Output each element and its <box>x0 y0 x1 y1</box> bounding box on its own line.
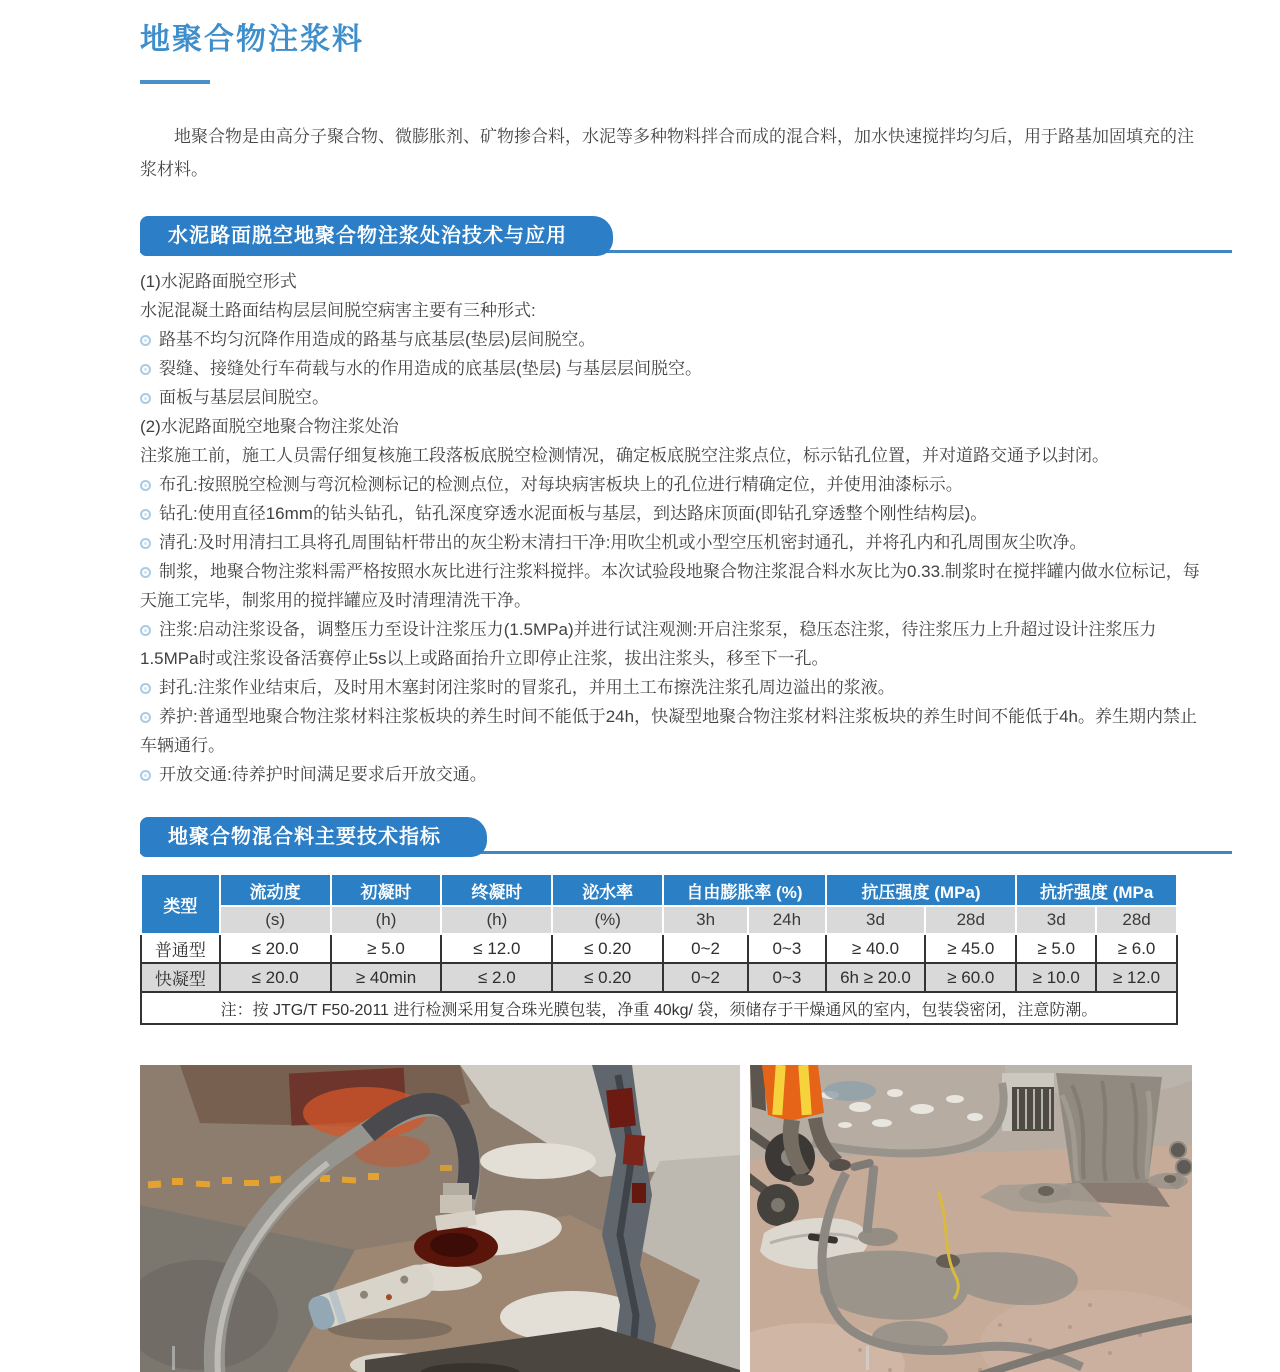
scan-artifact <box>866 1346 869 1370</box>
photo-row <box>140 1065 1232 1372</box>
cell: ≥ 40.0 <box>826 934 925 963</box>
cell: ≤ 20.0 <box>220 934 331 963</box>
cell: ≤ 0.20 <box>552 963 663 992</box>
ring-bullet-icon <box>140 538 151 549</box>
sub-header: 3d <box>1016 906 1096 934</box>
cell: ≤ 12.0 <box>441 934 552 963</box>
sub-header: (s) <box>220 906 331 934</box>
ring-bullet-icon <box>140 480 151 491</box>
cell: 0~3 <box>748 963 826 992</box>
ring-bullet-icon <box>140 683 151 694</box>
paragraph: 钻孔:使用直径16mm的钻头钻孔，钻孔深度穿透水泥面板与基层，到达路床顶面(即钻孔穿透整个刚性结构层)。 <box>140 499 1212 528</box>
col-header-bleeding: 泌水率 <box>552 874 663 906</box>
sub-header: 24h <box>748 906 826 934</box>
col-header-initial-set: 初凝时 <box>331 874 442 906</box>
sub-header: (h) <box>331 906 442 934</box>
col-header-free-expansion: 自由膨胀率 (%) <box>663 874 826 906</box>
table-row-ordinary <box>141 934 1177 963</box>
paragraph: 布孔:按照脱空检测与弯沉检测标记的检测点位，对每块病害板块上的孔位进行精确定位，并使用油漆标示。 <box>140 470 1212 499</box>
section1-heading: 水泥路面脱空地聚合物注浆处治技术与应用 <box>140 216 613 256</box>
col-header-fluidity: 流动度 <box>220 874 331 906</box>
section2-heading: 地聚合物混合料主要技术指标 <box>140 817 487 857</box>
paragraph: 制浆，地聚合物注浆料需严格按照水灰比进行注浆料搅拌。本次试验段地聚合物注浆混合料水灰比为0.33.制浆时在搅拌罐内做水位标记，每天施工完毕，制浆用的搅拌罐应及时清理清洗干净。 <box>140 562 1200 610</box>
cell: ≥ 45.0 <box>925 934 1016 963</box>
table-note: 注：按 JTG/T F50-2011 进行检测采用复合珠光膜包装，净重 40kg/ 袋，须储存于干燥通风的室内，包装袋密闭，注意防潮。 <box>141 992 1177 1024</box>
ring-bullet-icon <box>140 509 151 520</box>
technical-spec-table <box>140 873 1178 1025</box>
ring-bullet-icon <box>140 393 151 404</box>
paragraph: 路基不均匀沉降作用造成的路基与底基层(垫层)层间脱空。 <box>140 325 1212 354</box>
cell: 普通型 <box>141 934 220 963</box>
paragraph: 封孔:注浆作业结束后，及时用木塞封闭注浆时的冒浆孔，并用土工布擦洗注浆孔周边溢出的浆液。 <box>140 673 1212 702</box>
intro-paragraph: 地聚合物是由高分子聚合物、微膨胀剂、矿物掺合料，水泥等多种物料拌合而成的混合料，加水快速搅拌均匀后，用于路基加固填充的注浆材料。 <box>140 127 1194 179</box>
cell: ≤ 20.0 <box>220 963 331 992</box>
sub-header: (h) <box>441 906 552 934</box>
paragraph: (2)水泥路面脱空地聚合物注浆处治 <box>140 417 399 436</box>
col-header-compressive: 抗压强度 (MPa) <box>826 874 1017 906</box>
paragraph: (1)水泥路面脱空形式 <box>140 272 297 291</box>
cell: 快凝型 <box>141 963 220 992</box>
section2-heading-row <box>140 817 1232 857</box>
paragraph: 注浆施工前，施工人员需仔细复核施工段落板底脱空检测情况，确定板底脱空注浆点位，标示钻孔位置，并对道路交通予以封闭。 <box>140 446 1109 465</box>
ring-bullet-icon <box>140 567 151 578</box>
col-header-flexural: 抗折强度 (MPa <box>1016 874 1177 906</box>
cell: ≥ 10.0 <box>1016 963 1096 992</box>
section1-body <box>140 267 1212 789</box>
section1-heading-row <box>140 216 1232 256</box>
cell: ≥ 40min <box>331 963 442 992</box>
paragraph: 清孔:及时用清扫工具将孔周围钻杆带出的灰尘粉末清扫干净:用吹尘机或小型空压机密封通孔，并将孔内和孔周围灰尘吹净。 <box>140 528 1212 557</box>
paragraph: 养护:普通型地聚合物注浆材料注浆板块的养生时间不能低于24h，快凝型地聚合物注浆材料注浆板块的养生时间不能低于4h。养生期内禁止车辆通行。 <box>140 707 1197 755</box>
paragraph: 裂缝、接缝处行车荷载与水的作用造成的底基层(垫层) 与基层层间脱空。 <box>140 354 1212 383</box>
cell: 6h ≥ 20.0 <box>826 963 925 992</box>
table-note-row <box>141 992 1177 1024</box>
cell: ≥ 5.0 <box>331 934 442 963</box>
ring-bullet-icon <box>140 625 151 636</box>
paragraph: 开放交通:待养护时间满足要求后开放交通。 <box>140 760 1212 789</box>
cell: 0~2 <box>663 934 748 963</box>
photo-grout-hose-injection-port <box>140 1065 740 1372</box>
sub-header: 28d <box>925 906 1016 934</box>
cell: ≥ 6.0 <box>1096 934 1177 963</box>
photo-grouting-worksite <box>750 1065 1192 1372</box>
paragraph: 注浆:启动注浆设备，调整压力至设计注浆压力(1.5MPa)并进行试注观测:开启注浆泵，稳压态注浆，待注浆压力上升超过设计注浆压力1.5MPa时或注浆设备活赛停止5s以上或路面抬升立即停止注浆，拔出注浆头，移至下一孔。 <box>140 620 1157 668</box>
col-header-type: 类型 <box>141 874 220 934</box>
page-title: 地聚合物注浆料 <box>140 23 364 56</box>
sub-header: 3d <box>826 906 925 934</box>
sub-header: 28d <box>1096 906 1177 934</box>
paragraph: 水泥混凝土路面结构层层间脱空病害主要有三种形式: <box>140 301 536 320</box>
sub-header: (%) <box>552 906 663 934</box>
sub-header: 3h <box>663 906 748 934</box>
cell: 0~2 <box>663 963 748 992</box>
ring-bullet-icon <box>140 364 151 375</box>
col-header-final-set: 终凝时 <box>441 874 552 906</box>
cell: 0~3 <box>748 934 826 963</box>
title-underline <box>140 80 210 84</box>
cell: ≤ 0.20 <box>552 934 663 963</box>
ring-bullet-icon <box>140 770 151 781</box>
cell: ≥ 12.0 <box>1096 963 1177 992</box>
table-row-rapid <box>141 963 1177 992</box>
paragraph: 面板与基层层间脱空。 <box>140 383 1212 412</box>
cell: ≥ 5.0 <box>1016 934 1096 963</box>
cell: ≤ 2.0 <box>441 963 552 992</box>
ring-bullet-icon <box>140 712 151 723</box>
cell: ≥ 60.0 <box>925 963 1016 992</box>
ring-bullet-icon <box>140 335 151 346</box>
scan-artifact <box>172 1346 175 1370</box>
